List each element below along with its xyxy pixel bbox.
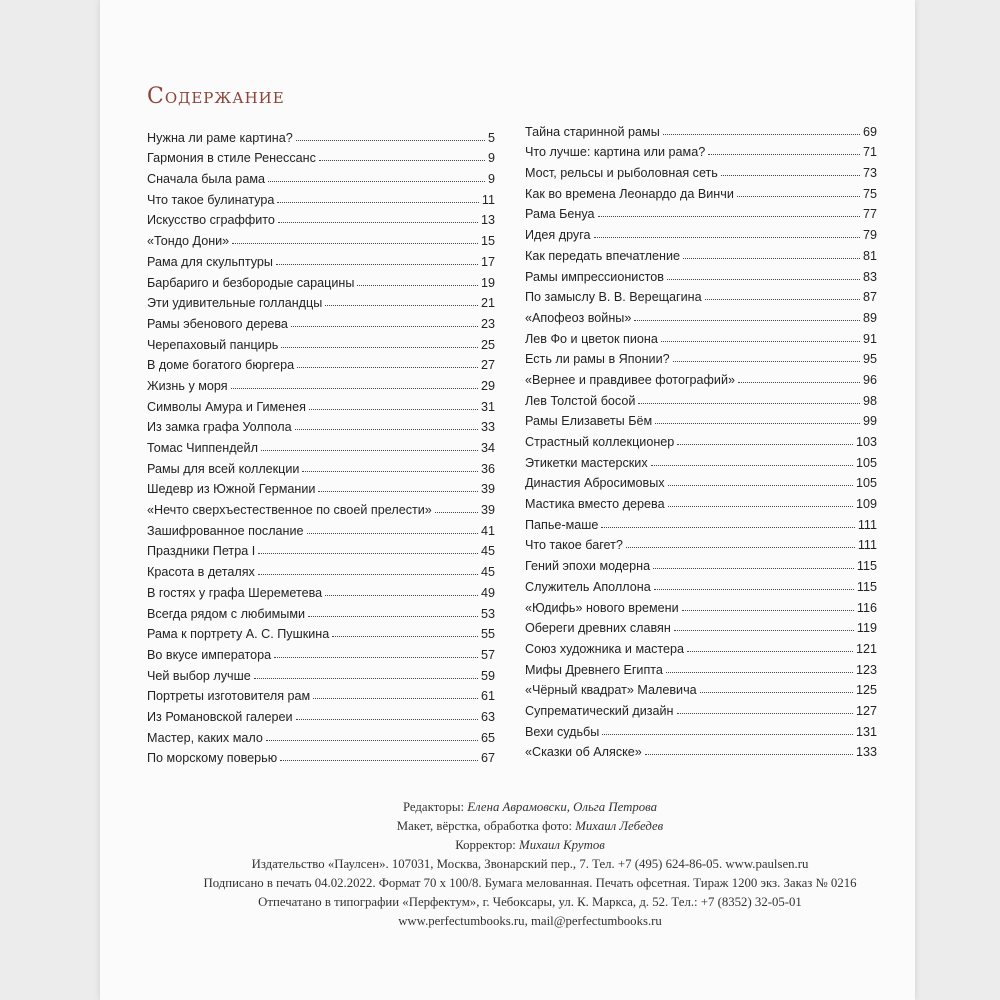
toc-entry	[147, 248, 495, 269]
toc-entry-page: 27	[480, 358, 495, 373]
toc-entry-page: 121	[855, 641, 877, 656]
toc-entry-page: 133	[855, 745, 877, 760]
toc-entry	[147, 724, 495, 745]
toc-leader-dots	[313, 698, 478, 699]
toc-entry-title: Как во времена Леонардо да Винчи	[525, 186, 734, 201]
toc-leader-dots	[278, 222, 478, 223]
toc-leader-dots	[280, 760, 478, 761]
toc-entry-title: Как передать впечатление	[525, 248, 681, 263]
toc-entry	[525, 201, 877, 222]
editors-label: Редакторы:	[402, 800, 465, 814]
toc-entry-title: «Сказки об Аляске»	[525, 745, 642, 760]
toc-entry	[525, 697, 877, 718]
toc-entry-title: Рама для скульптуры	[147, 254, 273, 269]
toc-entry-title: Рамы эбенового дерева	[147, 316, 288, 331]
corrector-name: Михаил Крутов	[519, 838, 605, 852]
toc-entry-title: Символы Амура и Гименея	[147, 399, 306, 414]
toc-entry	[147, 331, 495, 352]
toc-leader-dots	[598, 216, 860, 217]
toc-entry-page: 61	[480, 689, 495, 704]
toc-leader-dots	[668, 506, 853, 507]
toc-entry-title: По замыслу В. В. Верещагина	[525, 290, 702, 305]
toc-entry-page: 49	[480, 585, 495, 600]
toc-leader-dots	[655, 423, 860, 424]
toc-entry-title: Томас Чиппендейл	[147, 441, 258, 455]
toc-leader-dots	[667, 279, 860, 280]
toc-leader-dots	[661, 341, 860, 342]
toc-entry-title: Рамы импрессионистов	[525, 269, 664, 284]
toc-entry	[147, 455, 495, 476]
toc-entry-page: 5	[487, 130, 495, 145]
toc-entry-page: 91	[862, 331, 877, 346]
layout-label: Макет, вёрстка, обработка фото:	[396, 819, 573, 833]
toc-leader-dots	[266, 740, 478, 741]
page-title: Содержание	[147, 84, 285, 109]
toc-leader-dots	[651, 465, 853, 466]
toc-entry-page: 9	[487, 151, 495, 166]
toc-entry-page: 111	[857, 538, 877, 553]
toc-leader-dots	[232, 243, 478, 244]
toc-entry	[525, 428, 877, 449]
toc-leader-dots	[277, 202, 479, 203]
toc-entry-title: Эти удивительные голландцы	[147, 296, 323, 311]
toc-entry	[147, 414, 495, 435]
toc-entry-title: Искусство сграффито	[147, 213, 275, 228]
toc-entry-page: 25	[480, 337, 495, 352]
toc-entry-title: Сначала была рама	[147, 172, 265, 187]
toc-entry-title: Мастер, каких мало	[147, 730, 263, 745]
toc-leader-dots	[634, 320, 860, 321]
toc-entry-page: 75	[862, 186, 877, 201]
toc-leader-dots	[602, 734, 853, 735]
toc-entry-title: Гармония в стиле Ренессанс	[147, 151, 316, 166]
toc-entry-page: 96	[862, 372, 877, 387]
toc-leader-dots	[307, 533, 478, 534]
imprint	[160, 798, 900, 931]
toc-leader-dots	[357, 285, 478, 286]
toc-left-column	[147, 124, 495, 765]
toc-entry	[147, 207, 495, 228]
toc-leader-dots	[737, 196, 860, 197]
toc-entry	[525, 221, 877, 242]
toc-leader-dots	[296, 719, 478, 720]
toc-entry-page: 115	[856, 559, 877, 574]
toc-entry-title: Портреты изготовителя рам	[147, 689, 311, 704]
toc-entry-title: Черепаховый панцирь	[147, 337, 279, 352]
toc-leader-dots	[601, 527, 854, 528]
imprint-contacts: www.perfectumbooks.ru, mail@perfectumbooks.ru	[398, 914, 662, 928]
toc-entry-page: 105	[855, 476, 877, 491]
toc-entry-title: Гений эпохи модерна	[525, 559, 651, 574]
toc-entry-page: 83	[862, 269, 877, 284]
toc-entry-title: Рама Бенуа	[525, 207, 595, 222]
toc-entry-page: 73	[862, 166, 877, 181]
toc-entry	[525, 552, 877, 573]
toc-right-column	[525, 118, 877, 759]
toc-entry-page: 57	[480, 647, 495, 662]
toc-entry	[147, 558, 495, 579]
toc-entry-title: Мост, рельсы и рыболовная сеть	[525, 166, 718, 181]
toc-entry	[147, 641, 495, 662]
imprint-corrector	[160, 836, 900, 855]
toc-entry-page: 13	[480, 213, 495, 228]
toc-leader-dots	[626, 547, 855, 548]
toc-leader-dots	[295, 429, 478, 430]
toc-entry-page: 39	[480, 503, 495, 518]
toc-entry-page: 17	[480, 254, 495, 269]
toc-entry-title: Из замка графа Уолпола	[147, 420, 292, 435]
toc-entry	[525, 677, 877, 698]
toc-entry-title: «Апофеоз войны»	[525, 310, 632, 325]
toc-leader-dots	[297, 367, 478, 368]
toc-entry-title: Обереги древних славян	[525, 621, 671, 636]
toc-entry	[525, 304, 877, 325]
toc-leader-dots	[700, 692, 853, 693]
toc-entry	[147, 600, 495, 621]
layout-name: Михаил Лебедев	[575, 819, 664, 833]
toc-entry	[525, 325, 877, 346]
toc-entry-page: 119	[856, 621, 877, 636]
toc-entry-page: 11	[481, 192, 495, 207]
toc-entry-title: По морскому поверью	[147, 751, 278, 766]
toc-entry-page: 125	[855, 683, 877, 698]
toc-entry-title: Барбариго и безбородые сарацины	[147, 275, 355, 290]
toc-entry-title: Вехи судьбы	[525, 724, 600, 739]
toc-entry-page: 31	[480, 399, 495, 414]
toc-entry	[147, 124, 495, 145]
toc-entry-title: Союз художника и мастера	[525, 641, 685, 656]
toc-entry	[147, 186, 495, 207]
toc-entry-title: Что такое булинатура	[147, 192, 275, 207]
toc-entry-page: 59	[480, 668, 495, 683]
toc-entry-title: Жизнь у моря	[147, 378, 228, 393]
toc-leader-dots	[268, 181, 485, 182]
toc-entry-title: Страстный коллекционер	[525, 435, 675, 449]
toc-entry-page: 103	[855, 435, 877, 449]
toc-entry-title: Всегда рядом с любимыми	[147, 606, 306, 621]
toc-entry-page: 98	[862, 393, 877, 408]
toc-entry	[147, 372, 495, 393]
toc-entry-page: 36	[480, 461, 495, 476]
toc-entry	[525, 594, 877, 615]
toc-entry-page: 23	[480, 316, 495, 331]
toc-entry	[147, 621, 495, 642]
toc-entry-title: Из Романовской галереи	[147, 709, 293, 724]
toc-leader-dots	[291, 326, 478, 327]
toc-leader-dots	[721, 175, 860, 176]
toc-entry	[147, 434, 495, 455]
toc-entry-title: Этикетки мастерских	[525, 455, 648, 470]
toc-entry	[147, 393, 495, 414]
imprint-editors	[160, 798, 900, 817]
toc-entry-page: 65	[480, 730, 495, 745]
toc-entry-title: Мифы Древнего Египта	[525, 662, 663, 677]
toc-entry-page: 95	[862, 352, 877, 367]
toc-entry	[525, 615, 877, 636]
toc-entry	[525, 408, 877, 429]
toc-entry-page: 79	[862, 228, 877, 243]
toc-leader-dots	[302, 471, 478, 472]
imprint-print-info: Подписано в печать 04.02.2022. Формат 70 х 100/8. Бумага мелованная. Печать офсетная. Тираж 1200 экз. Заказ № 0216	[203, 876, 857, 890]
toc-entry-page: 29	[480, 378, 495, 393]
toc-leader-dots	[332, 636, 478, 637]
toc-entry	[147, 662, 495, 683]
toc-entry-title: «Нечто сверхъестественное по своей прелести»	[147, 503, 432, 518]
toc-entry-page: 111	[857, 517, 877, 532]
toc-entry-page: 116	[856, 600, 877, 615]
toc-entry-page: 131	[855, 724, 877, 739]
toc-leader-dots	[673, 361, 860, 362]
toc-entry-title: «Вернее и правдивее фотографий»	[525, 372, 735, 387]
toc-entry	[147, 579, 495, 600]
toc-leader-dots	[677, 444, 853, 445]
toc-leader-dots	[666, 672, 853, 673]
toc-leader-dots	[435, 512, 478, 513]
toc-entry	[525, 718, 877, 739]
toc-entry-title: Мастика вместо дерева	[525, 497, 665, 512]
toc-entry	[525, 284, 877, 305]
toc-entry-title: Тайна старинной рамы	[525, 124, 660, 139]
toc-entry-title: Праздники Петра I	[147, 544, 256, 559]
toc-entry-title: «Тондо Дони»	[147, 234, 230, 249]
toc-entry-page: 15	[480, 234, 495, 249]
toc-leader-dots	[653, 568, 854, 569]
toc-leader-dots	[276, 264, 478, 265]
toc-entry	[525, 449, 877, 470]
toc-leader-dots	[654, 589, 854, 590]
toc-leader-dots	[318, 491, 478, 492]
toc-entry-page: 39	[480, 482, 495, 497]
toc-entry	[147, 227, 495, 248]
toc-entry-page: 21	[480, 296, 495, 311]
toc-entry-title: Красота в деталях	[147, 565, 255, 580]
toc-leader-dots	[638, 403, 860, 404]
toc-entry	[525, 573, 877, 594]
toc-entry	[525, 263, 877, 284]
toc-entry	[147, 476, 495, 497]
toc-leader-dots	[309, 409, 478, 410]
toc-leader-dots	[594, 237, 860, 238]
toc-entry-title: Шедевр из Южной Германии	[147, 482, 316, 497]
toc-entry	[147, 703, 495, 724]
toc-entry-title: Что такое багет?	[525, 538, 623, 553]
toc-leader-dots	[254, 678, 478, 679]
toc-entry-page: 77	[862, 207, 877, 222]
toc-entry-page: 45	[480, 565, 495, 580]
toc-entry-title: В гостях у графа Шереметева	[147, 585, 323, 600]
toc-leader-dots	[683, 258, 860, 259]
toc-leader-dots	[258, 553, 478, 554]
toc-entry	[525, 118, 877, 139]
toc-entry	[147, 496, 495, 517]
toc-entry-title: Служитель Аполлона	[525, 579, 651, 594]
toc-entry-title: «Юдифь» нового времени	[525, 600, 679, 615]
toc-leader-dots	[645, 754, 853, 755]
editors-names: Елена Аврамовски, Ольга Петрова	[467, 800, 658, 814]
toc-entry	[525, 366, 877, 387]
toc-entry	[525, 139, 877, 160]
toc-leader-dots	[261, 450, 478, 451]
toc-entry	[525, 490, 877, 511]
toc-entry-title: Есть ли рамы в Японии?	[525, 352, 670, 367]
toc-entry	[147, 165, 495, 186]
toc-leader-dots	[308, 616, 478, 617]
toc-entry-title: Во вкусе императора	[147, 647, 272, 662]
toc-leader-dots	[668, 485, 853, 486]
toc-leader-dots	[738, 382, 860, 383]
toc-leader-dots	[708, 154, 860, 155]
toc-entry-page: 9	[487, 172, 495, 187]
toc-entry-title: Династия Абросимовых	[525, 476, 665, 491]
toc-entry-page: 67	[480, 751, 495, 766]
toc-entry	[525, 511, 877, 532]
toc-leader-dots	[231, 388, 478, 389]
toc-entry-title: Супрематический дизайн	[525, 703, 674, 718]
toc-entry-page: 34	[480, 441, 495, 455]
toc-entry	[147, 145, 495, 166]
toc-leader-dots	[663, 134, 860, 135]
toc-entry-title: Рама к портрету А. С. Пушкина	[147, 627, 330, 642]
toc-entry	[525, 159, 877, 180]
toc-entry-page: 53	[480, 606, 495, 621]
toc-entry-page: 123	[855, 662, 877, 677]
toc-leader-dots	[674, 630, 854, 631]
toc-entry-page: 89	[862, 310, 877, 325]
toc-entry	[525, 739, 877, 760]
toc-entry	[525, 180, 877, 201]
toc-entry-title: Рамы Елизаветы Бём	[525, 414, 653, 429]
toc-entry	[525, 387, 877, 408]
imprint-printer: Отпечатано в типографии «Перфектум», г. Чебоксары, ул. К. Маркса, д. 52. Тел.: +7 (8352) 32-05-01	[258, 895, 802, 909]
toc-entry	[147, 517, 495, 538]
toc-entry-page: 99	[862, 414, 877, 429]
toc-entry-title: Рамы для всей коллекции	[147, 461, 300, 476]
toc-leader-dots	[281, 347, 478, 348]
toc-entry-title: Зашифрованное послание	[147, 523, 304, 538]
toc-entry-title: Нужна ли раме картина?	[147, 130, 293, 145]
toc-leader-dots	[319, 160, 485, 161]
toc-entry	[147, 269, 495, 290]
toc-leader-dots	[682, 610, 854, 611]
toc-entry-title: Что лучше: картина или рама?	[525, 145, 706, 160]
toc-entry-page: 63	[480, 709, 495, 724]
toc-entry-page: 71	[862, 145, 877, 160]
imprint-publisher: Издательство «Паулсен». 107031, Москва, Звонарский пер., 7. Тел. +7 (495) 624-86-05. www.paulsen.ru	[251, 857, 809, 871]
toc-entry-title: Идея друга	[525, 228, 591, 243]
toc-entry	[147, 538, 495, 559]
corrector-label: Корректор:	[455, 838, 516, 852]
toc-leader-dots	[687, 651, 853, 652]
toc-entry	[525, 635, 877, 656]
toc-entry	[525, 656, 877, 677]
toc-entry-title: Чей выбор лучше	[147, 668, 251, 683]
toc-entry-page: 69	[862, 124, 877, 139]
toc-entry-page: 105	[855, 455, 877, 470]
toc-entry-page: 55	[480, 627, 495, 642]
toc-entry-page: 127	[855, 703, 877, 718]
toc-entry-title: Папье-маше	[525, 517, 599, 532]
toc-entry-title: Лев Толстой босой	[525, 393, 636, 408]
toc-entry	[147, 352, 495, 373]
toc-entry	[147, 683, 495, 704]
toc-entry-page: 41	[480, 523, 495, 538]
toc-entry-page: 81	[862, 248, 877, 263]
toc-leader-dots	[296, 140, 485, 141]
toc-leader-dots	[258, 574, 478, 575]
toc-entry-title: Лев Фо и цветок пиона	[525, 331, 658, 346]
toc-entry	[525, 346, 877, 367]
toc-entry-page: 115	[856, 579, 877, 594]
toc-entry-page: 19	[480, 275, 495, 290]
toc-entry	[147, 290, 495, 311]
toc-entry-page: 33	[480, 420, 495, 435]
toc-entry	[525, 470, 877, 491]
toc-leader-dots	[325, 595, 478, 596]
toc-entry-title: «Чёрный квадрат» Малевича	[525, 683, 697, 698]
toc-leader-dots	[325, 305, 478, 306]
toc-entry	[147, 745, 495, 766]
toc-entry-title: В доме богатого бюргера	[147, 358, 295, 373]
toc-entry-page: 87	[862, 290, 877, 305]
imprint-layout	[160, 817, 900, 836]
toc-leader-dots	[274, 657, 478, 658]
toc-entry-page: 109	[855, 497, 877, 512]
toc-entry	[525, 242, 877, 263]
toc-entry	[525, 532, 877, 553]
toc-entry	[147, 310, 495, 331]
toc-entry-page: 45	[480, 544, 495, 559]
toc-leader-dots	[677, 713, 853, 714]
toc-leader-dots	[705, 299, 860, 300]
